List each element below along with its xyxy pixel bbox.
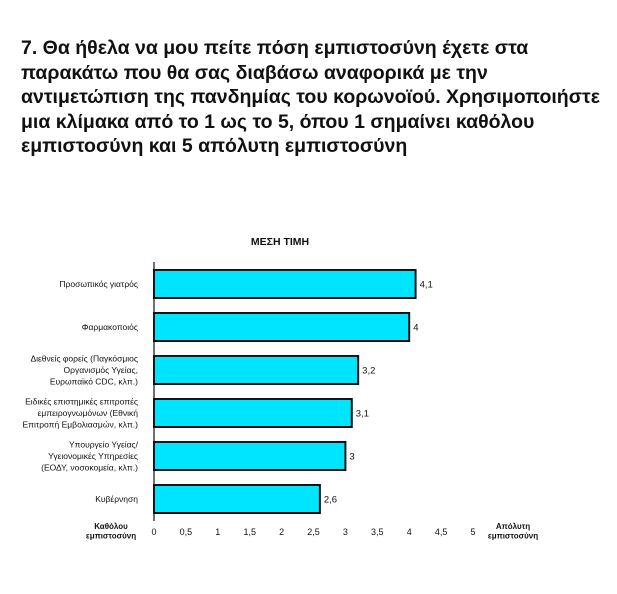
x-tick-label: 0	[151, 527, 157, 537]
bar	[154, 399, 352, 427]
category-label: Φαρμακοποιός	[81, 322, 138, 332]
bar	[154, 356, 358, 384]
value-label: 4	[413, 322, 419, 334]
category-label: Οργανισμός Υγείας,	[63, 365, 138, 375]
question-text: 7. Θα ήθελα να μου πείτε πόση εμπιστοσύνη έχετε στα παρακάτω που θα σας διαβάσω αναφορικά με την αντιμετώπιση της πανδημίας του κορωνοϊού. Χρησιμοποιήστε μια κλίμακα από το 1 ως το 5, όπου 1 σημαίνει καθόλου εμπιστοσύνη και 5 απόλυτη εμπιστοσύνη	[21, 37, 601, 157]
category-label: Ευρωπαϊκό CDC, κλπ.)	[49, 376, 138, 387]
x-tick-label: 4,5	[434, 527, 448, 537]
x-tick-label: 3,5	[371, 527, 384, 537]
x-tick-label: 2,5	[307, 527, 320, 537]
category-label: (ΕΟΔΥ, νοσοκομεία, κλπ.)	[41, 462, 138, 473]
chart	[0, 225, 617, 555]
category-label: Προσωπικός γιατρός	[59, 279, 138, 289]
x-tick-label: 2	[279, 527, 285, 537]
value-label: 2,6	[323, 494, 338, 506]
axis-end-label-line: Καθόλου	[94, 522, 128, 531]
bar	[154, 442, 345, 470]
bar	[154, 313, 409, 341]
value-label: 4,1	[419, 279, 433, 291]
x-tick-label: 1	[215, 527, 221, 537]
category-label: Διεθνείς φορείς (Παγκόσμιος	[30, 353, 138, 364]
value-label: 3	[349, 451, 355, 463]
x-tick-label: 5	[470, 527, 476, 537]
axis-end-label-line: εμπιστοσύνη	[85, 531, 137, 541]
bar	[154, 485, 320, 513]
category-label: Υπουργείο Υγείας/	[68, 439, 138, 450]
category-label: Ειδικές επιστημικές επιτροπές	[25, 396, 138, 407]
x-axis-right-label	[488, 522, 538, 541]
category-label: Υγειονομικές Υπηρεσίες	[48, 451, 138, 461]
x-axis-ticks	[151, 527, 475, 537]
bars-group	[154, 270, 419, 513]
x-tick-label: 0,5	[179, 527, 193, 537]
bar	[154, 270, 416, 298]
x-tick-label: 4	[406, 527, 412, 537]
category-labels	[22, 279, 138, 504]
axis-end-label-line: εμπιστοσύνη	[487, 531, 539, 541]
x-axis-left-label	[86, 522, 136, 541]
value-label: 3,1	[355, 408, 369, 420]
x-tick-label: 1,5	[243, 527, 256, 537]
value-label: 3,2	[362, 365, 376, 377]
category-label: Επιτροπή Εμβολιασμών, κλπ.)	[22, 419, 138, 430]
category-label: εμπειρογνωμόνων (Εθνική	[37, 408, 138, 418]
category-label: Κυβέρνηση	[95, 494, 138, 504]
x-tick-label: 3	[342, 527, 348, 537]
bar-chart-svg	[0, 225, 617, 555]
axis-end-label-line: Απόλυτη	[495, 522, 531, 531]
chart-title: ΜΕΣΗ ΤΙΜΗ	[250, 236, 310, 248]
